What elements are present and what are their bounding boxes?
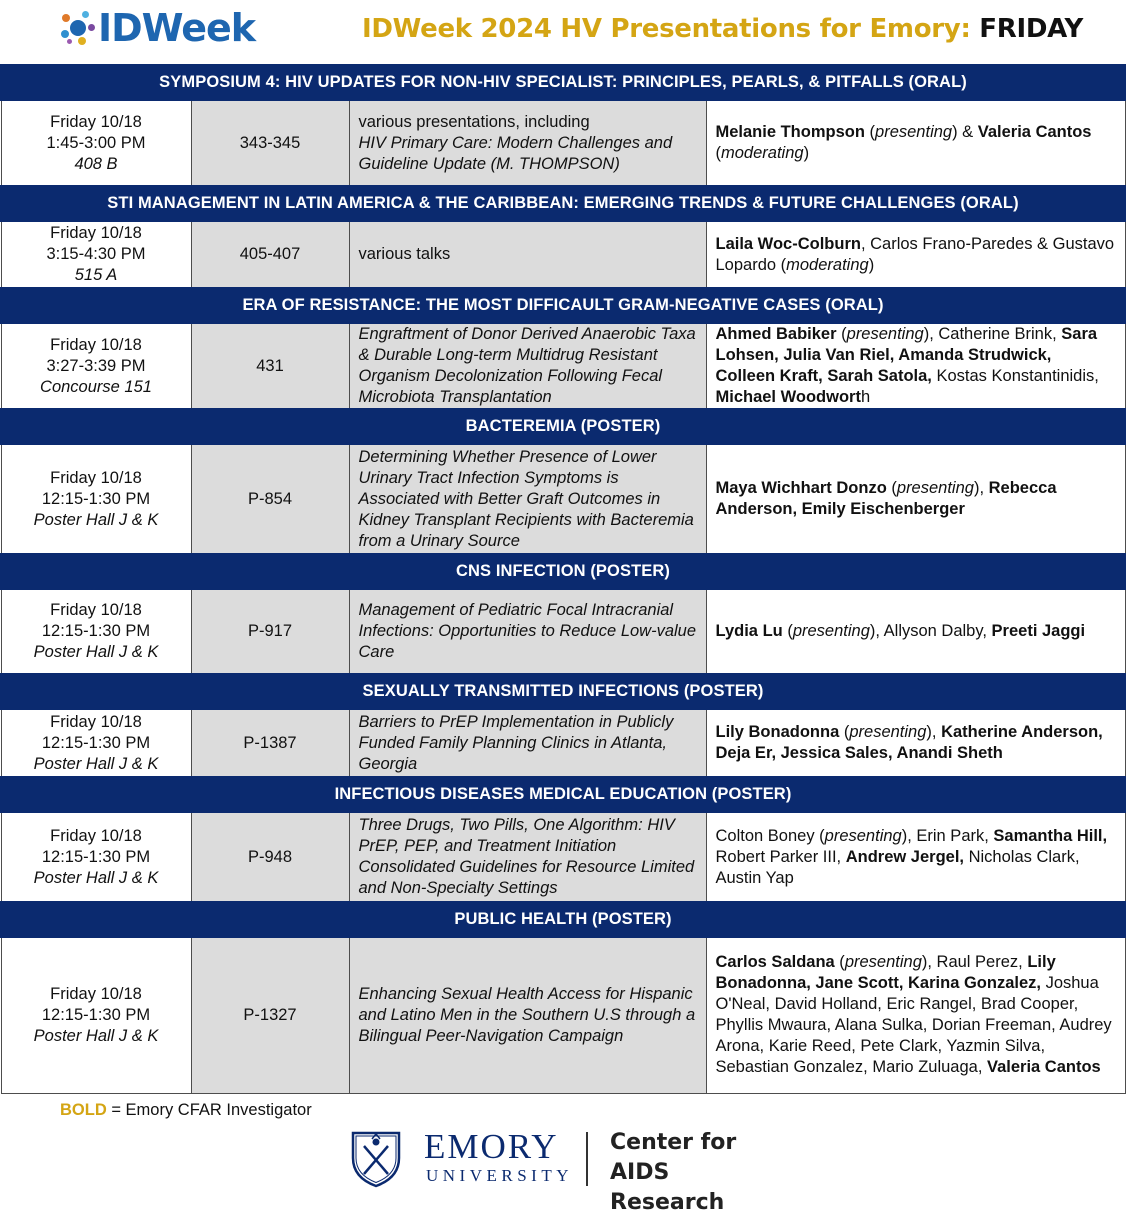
author-name-bold: Valeria Cantos: [977, 123, 1092, 141]
author-text: presenting: [849, 723, 927, 741]
session-time: 12:15-1:30 PM: [41, 622, 151, 640]
session-time: 12:15-1:30 PM: [41, 847, 151, 866]
section-header-row: [1, 777, 1125, 812]
author-text: , Carlos Frano-Paredes & Gustavo Lopardo (: [715, 234, 1115, 274]
author-text: (: [834, 953, 845, 972]
session-location: Poster Hall J & K: [33, 643, 159, 661]
author-text: (: [715, 144, 721, 162]
section-heading: PUBLIC HEALTH (POSTER): [1, 902, 1125, 937]
presentation-row: [1, 589, 1125, 674]
author-text: presenting: [846, 325, 924, 343]
presentation-code: P-948: [191, 812, 349, 902]
author-name-bold: Sara Lohsen, Julia Van Riel, Amanda Strudwick, Colleen Kraft, Sarah Satola,: [715, 325, 1098, 385]
presentation-title: Three Drugs, Two Pills, One Algorithm: HIV PrEP, PEP, and Treatment Initiation Consolidated Guidelines for Resource Limited and Non-Specialty Settings: [358, 816, 695, 897]
page-title: [362, 14, 1083, 44]
author-name-bold: Katherine Anderson, Deja Er, Jessica Sales, Anandi Sheth: [715, 723, 1103, 762]
author-name-bold: Rebecca Anderson, Emily Eischenberger: [715, 479, 1057, 518]
session-datetime-cell: [1, 589, 191, 674]
session-datetime-cell: [1, 709, 191, 777]
session-date: Friday 10/18: [50, 335, 142, 354]
author-text: (: [886, 479, 897, 497]
presentation-title: Determining Whether Presence of Lower Urinary Tract Infection Symptoms is Associated with Better Graft Outcomes in Kidney Transplant Recipients with Bacteremia from a Urinary Source: [358, 447, 694, 550]
session-date: Friday 10/18: [50, 984, 142, 1003]
author-text: ), Erin Park,: [901, 826, 994, 845]
author-name-bold: Maya Wichhart Donzo: [715, 479, 887, 497]
author-name-bold: Carlos Saldana: [715, 953, 835, 972]
author-name-bold: Lydia Lu: [715, 622, 783, 640]
logo-divider: [586, 1132, 588, 1186]
section-heading: SYMPOSIUM 4: HIV UPDATES FOR NON-HIV SPECIALIST: PRINCIPLES, PEARLS, & PITFALLS (ORAL): [1, 65, 1125, 100]
session-time: 3:27-3:39 PM: [46, 356, 146, 375]
section-header-row: [1, 186, 1125, 221]
author-text: ): [868, 255, 875, 274]
page-header: [0, 0, 1126, 62]
author-text: moderating: [786, 255, 869, 274]
presentation-code: P-1327: [191, 937, 349, 1093]
authors-cell: [706, 444, 1125, 554]
presentation-row: [1, 221, 1125, 288]
author-name-bold: Laila Woc-Colburn: [715, 234, 861, 253]
session-datetime-cell: [1, 812, 191, 902]
section-header-row: [1, 409, 1125, 444]
session-location: Poster Hall J & K: [33, 754, 159, 773]
author-text: ), Catherine Brink,: [923, 325, 1062, 343]
presentation-title-intro: various talks: [358, 245, 451, 263]
author-name-bold: Lily Bonadonna, Jane Scott, Karina Gonzalez,: [715, 953, 1056, 993]
session-location: 408 B: [74, 154, 118, 173]
presentation-title-cell: [349, 444, 706, 554]
authors-cell: [706, 709, 1125, 777]
presentation-title-intro: various presentations, including: [358, 112, 590, 131]
presentation-title-cell: [349, 221, 706, 288]
session-date: Friday 10/18: [50, 601, 142, 619]
cfar-line-2: AIDS Research: [610, 1160, 725, 1215]
author-text: Colton Boney (: [715, 826, 825, 845]
session-time: 12:15-1:30 PM: [41, 1005, 151, 1024]
author-text: ) &: [952, 123, 978, 141]
session-date: Friday 10/18: [50, 112, 142, 131]
session-location: Concourse 151: [40, 377, 152, 396]
session-datetime-cell: [1, 937, 191, 1093]
section-header-row: [1, 288, 1125, 323]
section-heading: CNS INFECTION (POSTER): [1, 554, 1125, 589]
author-text: (: [839, 723, 850, 741]
idweek-logo-text: IDWeek: [98, 6, 256, 50]
presentation-title: Management of Pediatric Focal Intracranial Infections: Opportunities to Reduce Low-value Care: [358, 601, 697, 661]
session-location: Poster Hall J & K: [33, 510, 159, 529]
author-text: ), Allyson Dalby,: [869, 622, 992, 640]
presentation-code: P-917: [191, 589, 349, 674]
session-datetime-cell: [1, 323, 191, 409]
cfar-line-1: Center for: [610, 1130, 737, 1155]
presentation-row: [1, 709, 1125, 777]
idweek-logo: [60, 6, 255, 50]
presentation-title: Barriers to PrEP Implementation in Publicly Funded Family Planning Clinics in Atlanta, Georgia: [358, 712, 674, 773]
emory-university-text: UNIVERSITY: [426, 1166, 573, 1185]
presentation-code: 405-407: [191, 221, 349, 288]
session-location: Poster Hall J & K: [33, 868, 159, 887]
author-name-bold: Samantha Hill,: [993, 826, 1108, 845]
author-text: Kostas Konstantinidis,: [931, 367, 1099, 385]
session-date: Friday 10/18: [50, 468, 142, 487]
section-heading: BACTEREMIA (POSTER): [1, 409, 1125, 444]
author-text: presenting: [875, 123, 953, 141]
session-datetime-cell: [1, 444, 191, 554]
presentation-title: HIV Primary Care: Modern Challenges and Guideline Update (M. THOMPSON): [358, 133, 673, 173]
presentation-title-cell: [349, 937, 706, 1093]
authors-cell: [706, 323, 1125, 409]
presentation-code: P-854: [191, 444, 349, 554]
session-date: Friday 10/18: [50, 712, 142, 731]
author-text: presenting: [896, 479, 974, 497]
cfar-name: [610, 1128, 780, 1218]
author-name-bold: Ahmed Babiker: [715, 325, 837, 343]
section-header-row: [1, 902, 1125, 937]
author-text: presenting: [824, 826, 902, 845]
author-name-bold: Michael Woodwort: [715, 388, 861, 406]
emory-wordmark: EMORY: [424, 1127, 559, 1166]
author-name-bold: Preeti Jaggi: [991, 622, 1086, 640]
section-heading: ERA OF RESISTANCE: THE MOST DIFFICAULT GRAM-NEGATIVE CASES (ORAL): [1, 288, 1125, 323]
author-text: ),: [926, 723, 942, 741]
authors-cell: [706, 937, 1125, 1093]
authors-cell: [706, 221, 1125, 288]
presentation-code: 343-345: [191, 100, 349, 186]
legend: [60, 1101, 312, 1120]
session-time: 3:15-4:30 PM: [46, 245, 146, 263]
presentation-row: [1, 323, 1125, 409]
author-text: presenting: [844, 953, 922, 972]
section-heading: SEXUALLY TRANSMITTED INFECTIONS (POSTER): [1, 674, 1125, 709]
presentation-title: Engraftment of Donor Derived Anaerobic Taxa & Durable Long-term Multidrug Resistant Organism Decolonization Following Fecal Microbiota Transplantation: [358, 325, 696, 406]
session-date: Friday 10/18: [50, 826, 142, 845]
presentation-title-cell: [349, 589, 706, 674]
author-text: ), Raul Perez,: [921, 953, 1028, 972]
page-title-day: FRIDAY: [979, 14, 1083, 44]
presentation-title-cell: [349, 100, 706, 186]
session-date: Friday 10/18: [50, 224, 142, 242]
author-name-bold: Lily Bonadonna: [715, 723, 840, 741]
session-datetime-cell: [1, 100, 191, 186]
author-text: ): [803, 144, 810, 162]
session-datetime-cell: [1, 221, 191, 288]
presentation-title-cell: [349, 812, 706, 902]
emory-cfar-logo: [350, 1127, 780, 1215]
section-heading: INFECTIOUS DISEASES MEDICAL EDUCATION (POSTER): [1, 777, 1125, 812]
presentation-title-cell: [349, 709, 706, 777]
author-name-bold: Melanie Thompson: [715, 123, 865, 141]
schedule-body: [1, 65, 1125, 1093]
author-text: Joshua O'Neal, David Holland, Eric Rangel, Brad Cooper, Phyllis Mwaura, Alana Sulka, Dorian Freeman, Audrey Arona, Karie Reed, Pete Clark, Yazmin Silva, Sebastian Gonzalez, Mario Zuluaga,: [715, 974, 1112, 1077]
session-time: 1:45-3:00 PM: [46, 133, 146, 152]
presentation-title-cell: [349, 323, 706, 409]
author-text: h: [860, 388, 871, 406]
emory-shield-icon: [350, 1130, 402, 1188]
authors-cell: [706, 812, 1125, 902]
presentation-row: [1, 100, 1125, 186]
legend-bold-word: BOLD: [60, 1101, 107, 1119]
section-header-row: [1, 674, 1125, 709]
authors-cell: [706, 100, 1125, 186]
legend-text: = Emory CFAR Investigator: [106, 1101, 312, 1119]
session-time: 12:15-1:30 PM: [41, 489, 151, 508]
author-text: presenting: [792, 622, 870, 640]
author-text: moderating: [721, 144, 804, 162]
idweek-dots-icon: [60, 10, 96, 46]
section-header-row: [1, 554, 1125, 589]
author-text: ),: [973, 479, 989, 497]
session-location: 515 A: [74, 266, 118, 284]
author-name-bold: Andrew Jergel,: [845, 847, 965, 866]
presentation-title: Enhancing Sexual Health Access for Hispanic and Latino Men in the Southern U.S through a Bilingual Peer-Navigation Campaign: [358, 984, 696, 1045]
presentation-code: P-1387: [191, 709, 349, 777]
session-location: Poster Hall J & K: [33, 1026, 159, 1045]
author-text: (: [864, 123, 876, 141]
section-heading: STI MANAGEMENT IN LATIN AMERICA & THE CARIBBEAN: EMERGING TRENDS & FUTURE CHALLENGES (ORAL): [1, 186, 1125, 221]
section-header-row: [1, 65, 1125, 100]
presentation-row: [1, 444, 1125, 554]
author-text: (: [782, 622, 793, 640]
presentation-row: [1, 937, 1125, 1093]
session-time: 12:15-1:30 PM: [41, 733, 151, 752]
presentation-row: [1, 812, 1125, 902]
author-name-bold: Valeria Cantos: [987, 1058, 1101, 1077]
authors-cell: [706, 589, 1125, 674]
page-title-main: IDWeek 2024 HV Presentations for Emory:: [362, 14, 980, 44]
author-text: Robert Parker III,: [715, 847, 846, 866]
author-text: (: [836, 325, 847, 343]
schedule-table: [0, 64, 1126, 1094]
presentation-code: 431: [191, 323, 349, 409]
author-text: Nicholas Clark, Austin Yap: [715, 847, 1080, 887]
